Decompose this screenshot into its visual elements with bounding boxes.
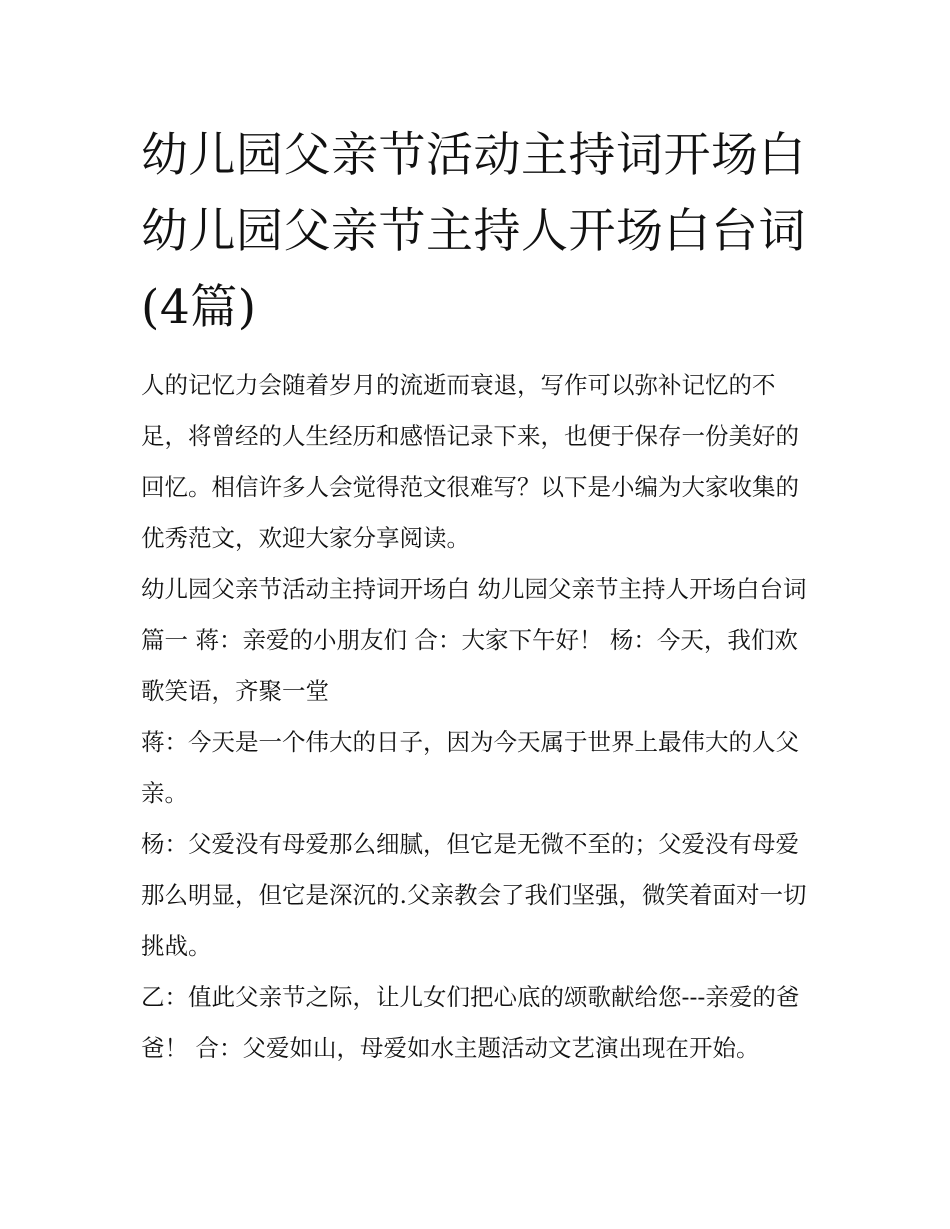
yi-line-paragraph: 乙：值此父亲节之际，让儿女们把心底的颂歌献给您---亲爱的爸爸！ 合：父爱如山，母爱如水主题活动文艺演出现在开始。 bbox=[141, 983, 800, 1062]
jiang-line-paragraph: 蒋：今天是一个伟大的日子，因为今天属于世界上最伟大的人父亲。 bbox=[141, 728, 799, 807]
document-title: 幼儿园父亲节活动主持词开场白 幼儿园父亲节主持人开场白台词(4篇) bbox=[141, 128, 806, 335]
yang-line-paragraph: 杨：父爱没有母爱那么细腻，但它是无微不至的；父爱没有母爱那么明显，但它是深沉的.父亲教会了我们坚强，微笑着面对一切挑战。 bbox=[141, 830, 807, 960]
opening-paragraph: 幼儿园父亲节活动主持词开场白 幼儿园父亲节主持人开场白台词篇一 蒋：亲爱的小朋友们 合：大家下午好！ 杨：今天，我们欢歌笑语，齐聚一堂 bbox=[141, 575, 807, 705]
document-page bbox=[141, 118, 813, 1074]
intro-paragraph: 人的记忆力会随着岁月的流逝而衰退，写作可以弥补记忆的不足，将曾经的人生经历和感悟记录下来，也便于保存一份美好的回忆。相信许多人会觉得范文很难写？以下是小编为大家收集的优秀范文，欢迎大家分享阅读。 bbox=[141, 371, 799, 552]
